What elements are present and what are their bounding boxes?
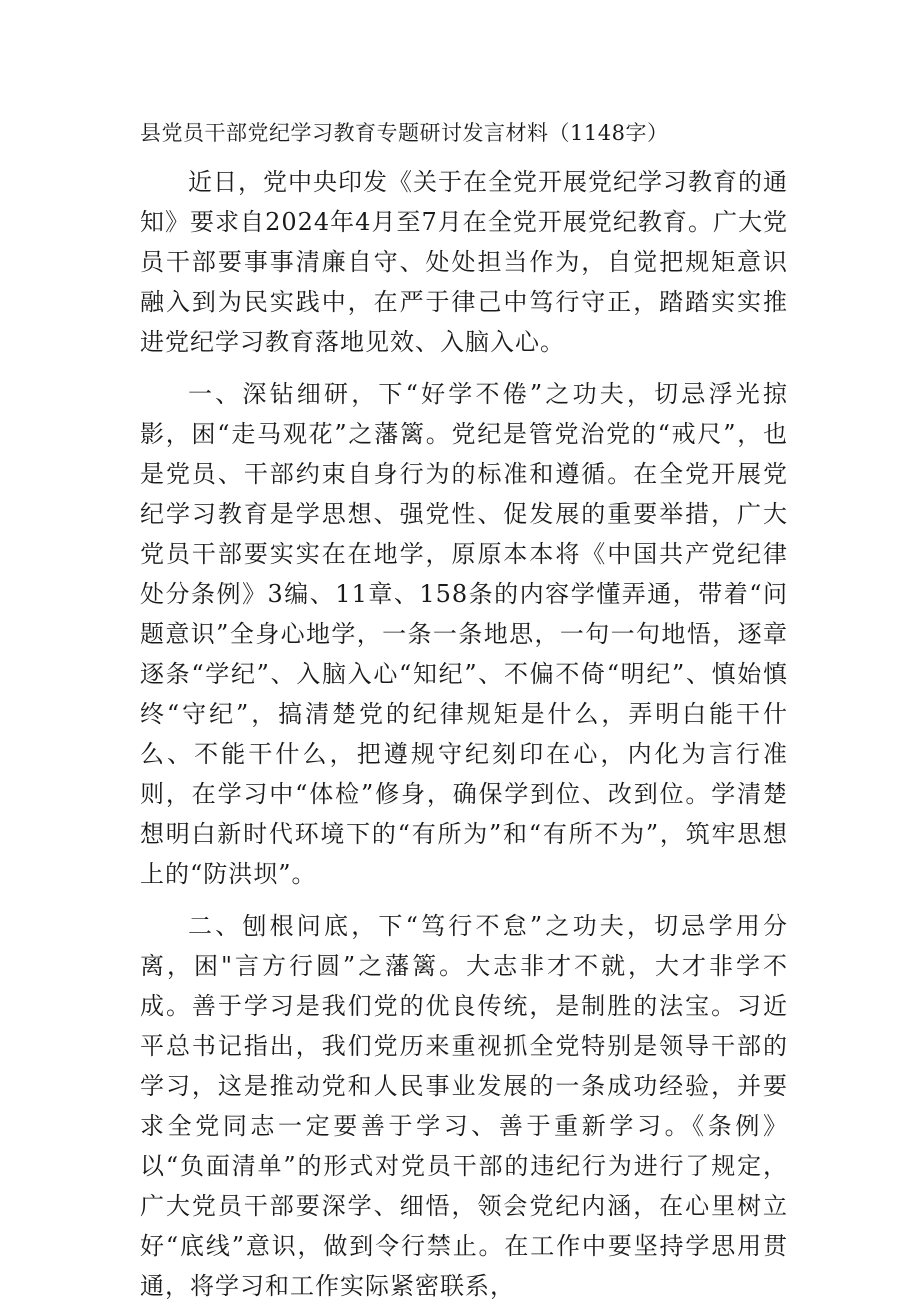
document-body: [140, 162, 788, 1306]
document-title: 县党员干部党纪学习教育专题研讨发言材料（1148字）: [140, 121, 669, 145]
paragraph-section-one: 一、深钻细研，下“好学不倦”之功夫，切忌浮光掠影，困“走马观花”之藩篱。党纪是管党治党的“戒尺”，也是党员、干部约束自身行为的标准和遵循。在全党开展党纪学习教育是学思想、强党性、促发展的重要举措，广大党员干部要实实在在地学，原原本本将《中国共产党纪律处分条例》3编、11章、158条的内容学懂弄通，带着“问题意识”全身心地学，一条一条地思，一句一句地悟，逐章逐条“学纪”、入脑入心“知纪”、不偏不倚“明纪”、慎始慎终“守纪”，搞清楚党的纪律规矩是什么，弄明白能干什么、不能干什么，把遵规守纪刻印在心，内化为言行准则，在学习中“体检”修身，确保学到位、改到位。学清楚想明白新时代环境下的“有所为”和“有所不为”，筑牢思想上的“防洪坝”。: [140, 380, 788, 888]
paragraph-intro: 近日，党中央印发《关于在全党开展党纪学习教育的通知》要求自2024年4月至7月在全党开展党纪教育。广大党员干部要事事清廉自守、处处担当作为，自觉把规矩意识融入到为民实践中，在严于律己中笃行守正，踏踏实实推进党纪学习教育落地见效、入脑入心。: [140, 168, 788, 356]
paragraph-section-two: 二、刨根问底，下“笃行不怠”之功夫，切忌学用分离，困"言方行圆”之藩篱。大志非才不就，大才非学不成。善于学习是我们党的优良传统，是制胜的法宝。习近平总书记指出，我们党历来重视抓全党特别是领导干部的学习，这是推动党和人民事业发展的一条成功经验，并要求全党同志一定要善于学习、善于重新学习。《条例》以“负面清单”的形式对党员干部的违纪行为进行了规定，广大党员干部要深学、细悟，领会党纪内涵，在心里树立好“底线”意识，做到令行禁止。在工作中要坚持学思用贯通，将学习和工作实际紧密联系，: [140, 912, 788, 1300]
